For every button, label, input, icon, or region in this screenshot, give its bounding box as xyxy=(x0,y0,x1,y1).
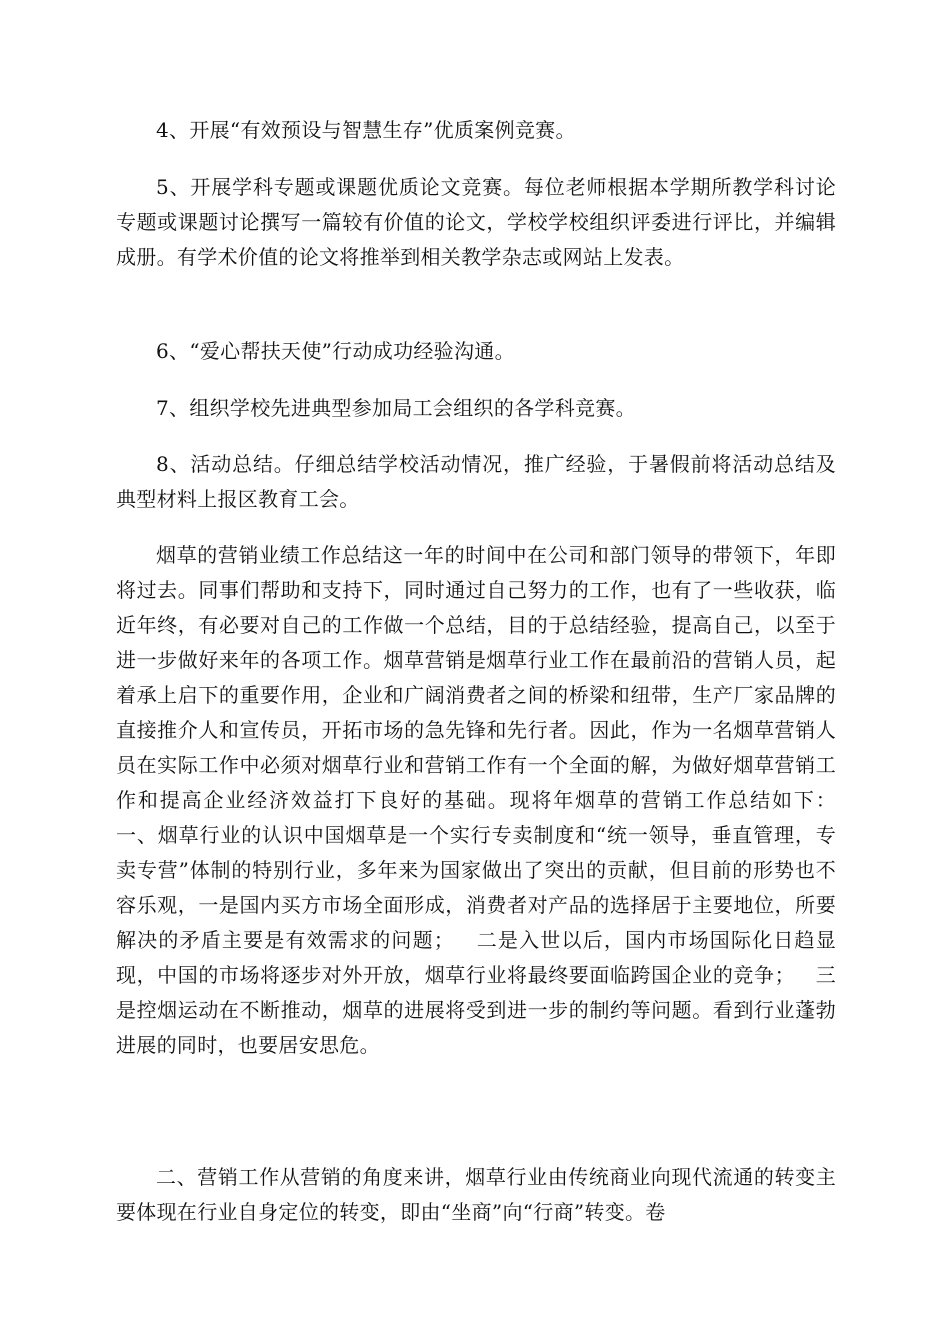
paragraph-item-4: 4、开展“有效预设与智慧生存”优质案例竞赛。 xyxy=(156,118,576,142)
paragraph-marketing-work: 二、营销工作从营销的角度来讲，烟草行业由传统商业向现代流通的转变主要体现在行业自身定位的转变，即由“坐商”向“行商”转变。卷 xyxy=(116,1165,836,1224)
paragraph-item-8: 8、活动总结。仔细总结学校活动情况，推广经验，于暑假前将活动总结及典型材料上报区教育工会。 xyxy=(116,452,836,511)
paragraph-item-7: 7、组织学校先进典型参加局工会组织的各学科竞赛。 xyxy=(156,396,636,420)
paragraph-item-5: 5、开展学科专题或课题优质论文竞赛。每位老师根据本学期所教学科讨论专题或课题讨论撰写一篇较有价值的论文，学校学校组织评委进行评比，并编辑成册。有学术价值的论文将推举到相关教学杂志或网站上发表。 xyxy=(116,175,836,269)
paragraph-item-6: 6、“爱心帮扶天使”行动成功经验沟通。 xyxy=(156,339,515,363)
paragraph-tobacco-summary: 烟草的营销业绩工作总结这一年的时间中在公司和部门领导的带领下，年即将过去。同事们帮助和支持下，同时通过自己努力的工作，也有了一些收获，临近年终，有必要对自己的工作做一个总结，目的于总结经验，提高自己，以至于进一步做好来年的各项工作。烟草营销是烟草行业工作在最前沿的营销人员，起着承上启下的重要作用，企业和广阔消费者之间的桥梁和纽带，生产厂家品牌的直接推介人和宣传员，开拓市场的急先锋和先行者。因此，作为一名烟草营销人员在实际工作中必须对烟草行业和营销工作有一个全面的解，为做好烟草营销工作和提高企业经济效益打下良好的基础。现将年烟草的营销工作总结如下： 一、烟草行业的认识中国烟草是一个实行专卖制度和“统一领导，垂直管理，专卖专营”体制的特别行业，多年来为国家做出了突出的贡献，但目前的形势也不容乐观，一是国内买方市场全面形成，消费者对产品的选择居于主要地位，所要解决的矛盾主要是有效需求的问题； 二是入世以后，国内市场国际化日趋显现，中国的市场将逐步对外开放，烟草行业将最终要面临跨国企业的竞争； 三是控烟运动在不断推动，烟草的进展将受到进一步的制约等问题。看到行业蓬勃进展的同时，也要居安思危。 xyxy=(116,543,856,1057)
